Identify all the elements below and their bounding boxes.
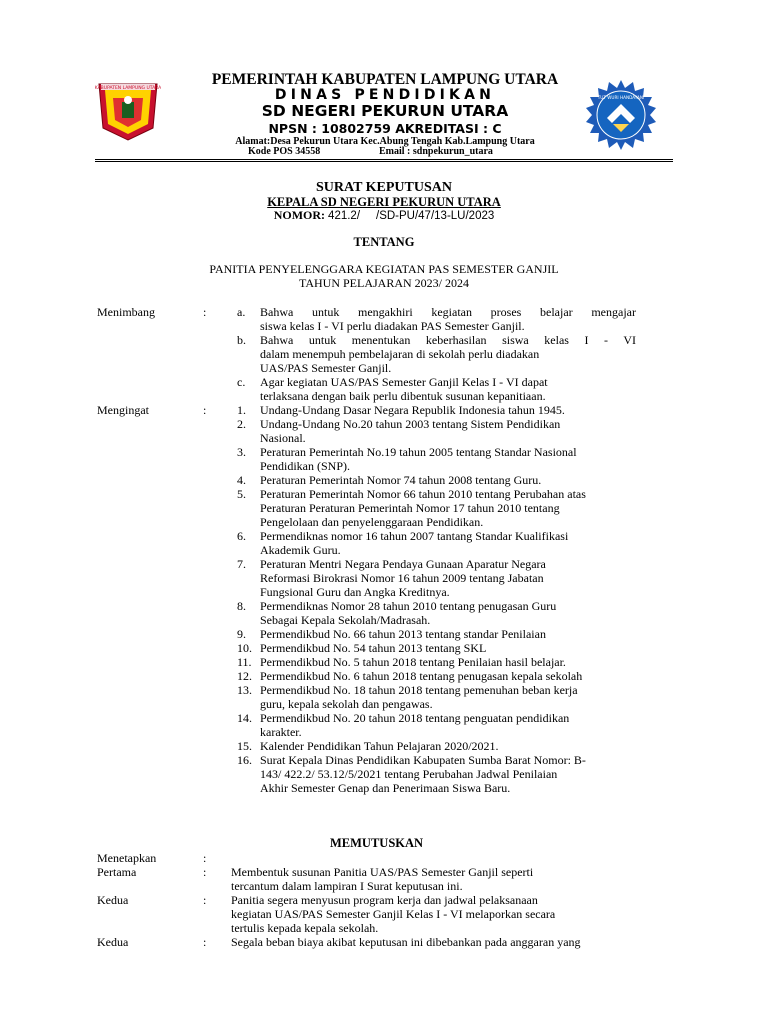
mengingat-2-line-2: Nasional. <box>260 431 306 445</box>
mengingat-num-8: 8. <box>237 599 246 613</box>
pertama-label: Pertama <box>97 865 137 879</box>
menimbang-mark-b: b. <box>237 333 246 347</box>
mengingat-16-line-3: Akhir Semester Genap dan Penerimaan Siswa Baru. <box>260 781 511 795</box>
mengingat-num-14: 14. <box>237 711 252 725</box>
menimbang-b-line-1: Bahwa untuk menentukan keberhasilan siswa kelas I - VI <box>260 333 636 347</box>
decree-number-label: NOMOR: <box>273 208 326 222</box>
mengingat-2-line-1: Undang-Undang No.20 tahun 2003 tentang Sistem Pendidikan <box>260 417 561 431</box>
menimbang-c-line-2: terlaksana dengan baik perlu dibentuk susunan kepanitiaan. <box>260 389 546 403</box>
mengingat-16-line-1: Surat Kepala Dinas Pendidikan Kabupaten Sumba Barat Nomor: B- <box>260 753 586 767</box>
kedua-line-3: tertulis kepada kepala sekolah. <box>231 921 379 935</box>
mengingat-7-line-3: Fungsional Guru dan Angka Kreditnya. <box>260 585 450 599</box>
menimbang-colon: : <box>203 305 207 319</box>
mengingat-num-15: 15. <box>237 739 252 753</box>
menimbang-b-line-3: UAS/PAS Semester Ganjil. <box>260 361 392 375</box>
mengingat-5-line-1: Peraturan Pemerintah Nomor 66 tahun 2010 tentang Perubahan atas <box>260 487 586 501</box>
mengingat-7-line-1: Peraturan Mentri Negara Pendaya Gunaan Aparatur Negara <box>260 557 546 571</box>
mengingat-10-line-1: Permendikbud No. 54 tahun 2013 tentang SKL <box>260 641 487 655</box>
mengingat-8-line-2: Sebagai Kepala Sekolah/Madrasah. <box>260 613 431 627</box>
regency-emblem-logo <box>95 78 161 142</box>
mengingat-label: Mengingat <box>97 403 149 417</box>
letterhead-divider <box>95 159 673 160</box>
mengingat-num-13: 13. <box>237 683 252 697</box>
mengingat-num-3: 3. <box>237 445 246 459</box>
mengingat-num-10: 10. <box>237 641 252 655</box>
mengingat-14-line-2: karakter. <box>260 725 302 739</box>
mengingat-9-line-1: Permendikbud No. 66 tahun 2013 tentang standar Penilaian <box>260 627 546 641</box>
mengingat-12-line-1: Permendikbud No. 6 tahun 2018 tentang penugasan kepala sekolah <box>260 669 583 683</box>
decree-number-value: 421.2/ /SD-PU/47/13-LU/2023 <box>328 210 495 222</box>
mengingat-num-11: 11. <box>237 655 252 669</box>
decree-subheading: KEPALA SD NEGERI PEKURUN UTARA <box>267 195 501 209</box>
mengingat-4-line-1: Peraturan Pemerintah Nomor 74 tahun 2008 tentang Guru. <box>260 473 542 487</box>
letterhead-government: PEMERINTAH KABUPATEN LAMPUNG UTARA <box>211 71 559 88</box>
mengingat-1-line-1: Undang-Undang Dasar Negara Republik Indonesia tahun 1945. <box>260 403 565 417</box>
kedua-2-label: Kedua <box>97 935 129 949</box>
letterhead-divider-thin <box>95 161 673 162</box>
mengingat-16-line-2: 143/ 422.2/ 53.12/5/2021 tentang Perubahan Jadwal Penilaian <box>260 767 558 781</box>
decree-tentang: TENTANG <box>353 235 415 249</box>
menimbang-b-line-2: dalam menempuh pembelajaran di sekolah perlu diadakan <box>260 347 540 361</box>
decree-number <box>0 208 768 223</box>
mengingat-num-9: 9. <box>237 627 246 641</box>
mengingat-13-line-1: Permendikbud No. 18 tahun 2018 tentang pemenuhan beban kerja <box>260 683 578 697</box>
kedua-line-1: Panitia segera menyusun program kerja dan jadwal pelaksanaan <box>231 893 538 907</box>
mengingat-5-line-2: Peraturan Peraturan Pemerintah Nomor 17 tahun 2010 tentang <box>260 501 560 515</box>
mengingat-3-line-1: Peraturan Pemerintah No.19 tahun 2005 tentang Standar Nasional <box>260 445 577 459</box>
kedua-2-line-1: Segala beban biaya akibat keputusan ini dibebankan pada anggaran yang <box>231 935 581 949</box>
letterhead-address: Alamat:Desa Pekurun Utara Kec.Abung Tengah Kab.Lampung Utara <box>235 136 535 147</box>
kedua-line-2: kegiatan UAS/PAS Semester Ganjil Kelas I - VI melaporkan secara <box>231 907 556 921</box>
mengingat-13-line-2: guru, kepala sekolah dan pengawas. <box>260 697 433 711</box>
pertama-colon: : <box>203 865 207 879</box>
menetapkan-label: Menetapkan <box>97 851 157 865</box>
menimbang-mark-c: c. <box>237 375 246 389</box>
mengingat-3-line-2: Pendidikan (SNP). <box>260 459 350 473</box>
kedua-2-colon: : <box>203 935 207 949</box>
letterhead-school-name: SD NEGERI PEKURUN UTARA <box>261 102 509 120</box>
mengingat-num-5: 5. <box>237 487 246 501</box>
menimbang-a-line-1: Bahwa untuk mengakhiri kegiatan proses belajar mengajar <box>260 305 636 319</box>
mengingat-7-line-2: Reformasi Birokrasi Nomor 16 tahun 2009 tentang Jabatan <box>260 571 544 585</box>
kedua-label: Kedua <box>97 893 129 907</box>
menetapkan-colon: : <box>203 851 207 865</box>
regency-emblem-text: KABUPATEN LAMPUNG UTARA <box>95 86 161 91</box>
mengingat-14-line-1: Permendikbud No. 20 tahun 2018 tentang penguatan pendidikan <box>260 711 570 725</box>
letterhead-email: Email : sdnpekurun_utara <box>379 146 493 157</box>
mengingat-num-1: 1. <box>237 403 246 417</box>
mengingat-num-4: 4. <box>237 473 246 487</box>
mengingat-5-line-3: Pengelolaan dan penyelenggaraan Pendidikan. <box>260 515 484 529</box>
mengingat-8-line-1: Permendiknas Nomor 28 tahun 2010 tentang penugasan Guru <box>260 599 557 613</box>
decree-subject-line-2: TAHUN PELAJARAN 2023/ 2024 <box>298 276 470 290</box>
letterhead-postcode: Kode POS 34558 <box>248 146 321 157</box>
menimbang-label: Menimbang <box>97 305 155 319</box>
decree-heading: SURAT KEPUTUSAN <box>315 180 452 195</box>
mengingat-num-2: 2. <box>237 417 246 431</box>
letterhead-department: DINAS PENDIDIKAN <box>274 87 496 103</box>
mengingat-num-16: 16. <box>237 753 252 767</box>
menimbang-a-line-2: siswa kelas I - VI perlu diadakan PAS Semester Ganjil. <box>260 319 525 333</box>
mengingat-num-6: 6. <box>237 529 246 543</box>
decree-subject-line-1: PANITIA PENYELENGGARA KEGIATAN PAS SEMESTER GANJIL <box>209 262 559 276</box>
menimbang-c-line-1: Agar kegiatan UAS/PAS Semester Ganjil Kelas I - VI dapat <box>260 375 548 389</box>
menimbang-mark-a: a. <box>237 305 246 319</box>
memutuskan-heading: MEMUTUSKAN <box>330 836 424 850</box>
pertama-line-2: tercantum dalam lampiran I Surat keputusan ini. <box>231 879 463 893</box>
mengingat-colon: : <box>203 403 207 417</box>
tut-wuri-text: TUT WURI HANDAYANI <box>597 95 645 100</box>
pertama-line-1: Membentuk susunan Panitia UAS/PAS Semester Ganjil seperti <box>231 865 534 879</box>
mengingat-6-line-1: Permendiknas nomor 16 tahun 2007 tantang Standar Kualifikasi <box>260 529 569 543</box>
kedua-colon: : <box>203 893 207 907</box>
mengingat-num-12: 12. <box>237 669 252 683</box>
mengingat-11-line-1: Permendikbud No. 5 tahun 2018 tentang Penilaian hasil belajar. <box>260 655 566 669</box>
letterhead-npsn: NPSN : 10802759 AKREDITASI : C <box>268 121 502 136</box>
mengingat-15-line-1: Kalender Pendidikan Tahun Pelajaran 2020/2021. <box>260 739 499 753</box>
mengingat-6-line-2: Akademik Guru. <box>260 543 341 557</box>
mengingat-num-7: 7. <box>237 557 246 571</box>
